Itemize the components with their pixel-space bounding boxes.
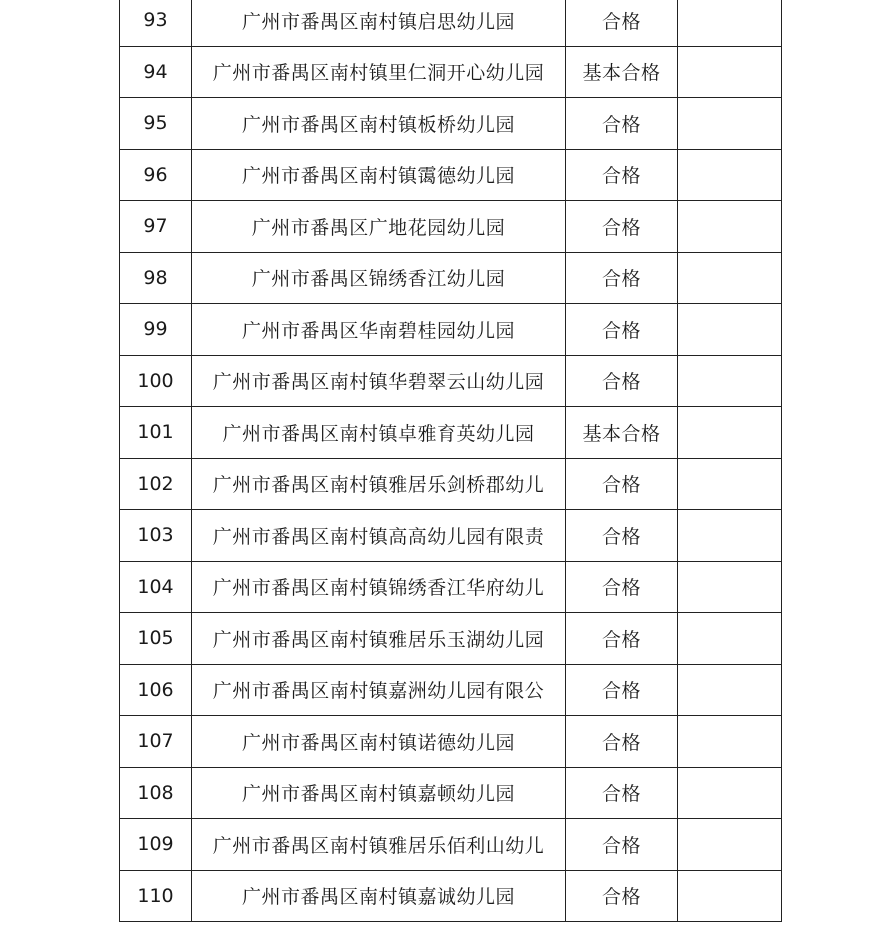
kindergarten-name-cell: 广州市番禺区南村镇华碧翠云山幼儿园 — [192, 355, 566, 407]
table-row — [120, 510, 782, 562]
row-number-cell: 98 — [120, 252, 192, 304]
note-cell — [678, 98, 782, 150]
row-number-cell: 108 — [120, 767, 192, 819]
kindergarten-name-cell: 广州市番禺区南村镇嘉洲幼儿园有限公 — [192, 664, 566, 716]
table-row — [120, 98, 782, 150]
note-cell — [678, 355, 782, 407]
result-cell: 合格 — [566, 716, 678, 768]
result-cell: 合格 — [566, 149, 678, 201]
kindergarten-name-cell: 广州市番禺区南村镇雅居乐剑桥郡幼儿 — [192, 458, 566, 510]
row-number-cell: 100 — [120, 355, 192, 407]
result-cell: 合格 — [566, 304, 678, 356]
result-cell: 基本合格 — [566, 46, 678, 98]
table-row — [120, 561, 782, 613]
result-cell: 合格 — [566, 613, 678, 665]
note-cell — [678, 304, 782, 356]
table-row — [120, 767, 782, 819]
table-row — [120, 458, 782, 510]
note-cell — [678, 716, 782, 768]
row-number-cell: 94 — [120, 46, 192, 98]
note-cell — [678, 149, 782, 201]
kindergarten-name-cell: 广州市番禺区南村镇板桥幼儿园 — [192, 98, 566, 150]
kindergarten-name-cell: 广州市番禺区广地花园幼儿园 — [192, 201, 566, 253]
row-number-cell: 103 — [120, 510, 192, 562]
table-row — [120, 664, 782, 716]
result-cell: 合格 — [566, 561, 678, 613]
kindergarten-name-cell: 广州市番禺区南村镇嘉诚幼儿园 — [192, 870, 566, 922]
table-row — [120, 252, 782, 304]
note-cell — [678, 561, 782, 613]
kindergarten-name-cell: 广州市番禺区锦绣香江幼儿园 — [192, 252, 566, 304]
table-row — [120, 355, 782, 407]
note-cell — [678, 0, 782, 46]
result-cell: 合格 — [566, 819, 678, 871]
result-cell: 合格 — [566, 355, 678, 407]
kindergarten-name-cell: 广州市番禺区南村镇卓雅育英幼儿园 — [192, 407, 566, 459]
result-cell: 合格 — [566, 201, 678, 253]
note-cell — [678, 767, 782, 819]
note-cell — [678, 613, 782, 665]
kindergarten-name-cell: 广州市番禺区南村镇高高幼儿园有限责 — [192, 510, 566, 562]
result-cell: 合格 — [566, 0, 678, 46]
note-cell — [678, 252, 782, 304]
note-cell — [678, 664, 782, 716]
row-number-cell: 107 — [120, 716, 192, 768]
result-cell: 合格 — [566, 510, 678, 562]
note-cell — [678, 510, 782, 562]
note-cell — [678, 870, 782, 922]
row-number-cell: 101 — [120, 407, 192, 459]
result-cell: 合格 — [566, 98, 678, 150]
row-number-cell: 99 — [120, 304, 192, 356]
kindergarten-name-cell: 广州市番禺区华南碧桂园幼儿园 — [192, 304, 566, 356]
row-number-cell: 110 — [120, 870, 192, 922]
kindergarten-name-cell: 广州市番禺区南村镇启思幼儿园 — [192, 0, 566, 46]
result-cell: 合格 — [566, 664, 678, 716]
table-row — [120, 716, 782, 768]
table-row — [120, 46, 782, 98]
kindergarten-inspection-table — [119, 0, 782, 922]
note-cell — [678, 458, 782, 510]
kindergarten-table-wrapper — [119, 0, 781, 922]
row-number-cell: 105 — [120, 613, 192, 665]
table-row — [120, 201, 782, 253]
result-cell: 基本合格 — [566, 407, 678, 459]
row-number-cell: 93 — [120, 0, 192, 46]
result-cell: 合格 — [566, 252, 678, 304]
kindergarten-name-cell: 广州市番禺区南村镇雅居乐玉湖幼儿园 — [192, 613, 566, 665]
kindergarten-name-cell: 广州市番禺区南村镇雅居乐佰利山幼儿 — [192, 819, 566, 871]
table-row — [120, 613, 782, 665]
row-number-cell: 102 — [120, 458, 192, 510]
table-row — [120, 304, 782, 356]
kindergarten-name-cell: 广州市番禺区南村镇诺德幼儿园 — [192, 716, 566, 768]
table-row — [120, 819, 782, 871]
note-cell — [678, 819, 782, 871]
kindergarten-name-cell: 广州市番禺区南村镇锦绣香江华府幼儿 — [192, 561, 566, 613]
note-cell — [678, 201, 782, 253]
result-cell: 合格 — [566, 870, 678, 922]
row-number-cell: 95 — [120, 98, 192, 150]
table-row — [120, 870, 782, 922]
table-row — [120, 0, 782, 46]
result-cell: 合格 — [566, 767, 678, 819]
table-row — [120, 407, 782, 459]
result-cell: 合格 — [566, 458, 678, 510]
table-row — [120, 149, 782, 201]
row-number-cell: 104 — [120, 561, 192, 613]
row-number-cell: 106 — [120, 664, 192, 716]
kindergarten-name-cell: 广州市番禺区南村镇里仁洞开心幼儿园 — [192, 46, 566, 98]
note-cell — [678, 407, 782, 459]
table-body — [120, 0, 782, 922]
row-number-cell: 96 — [120, 149, 192, 201]
row-number-cell: 97 — [120, 201, 192, 253]
kindergarten-name-cell: 广州市番禺区南村镇嘉顿幼儿园 — [192, 767, 566, 819]
kindergarten-name-cell: 广州市番禺区南村镇霭德幼儿园 — [192, 149, 566, 201]
note-cell — [678, 46, 782, 98]
row-number-cell: 109 — [120, 819, 192, 871]
